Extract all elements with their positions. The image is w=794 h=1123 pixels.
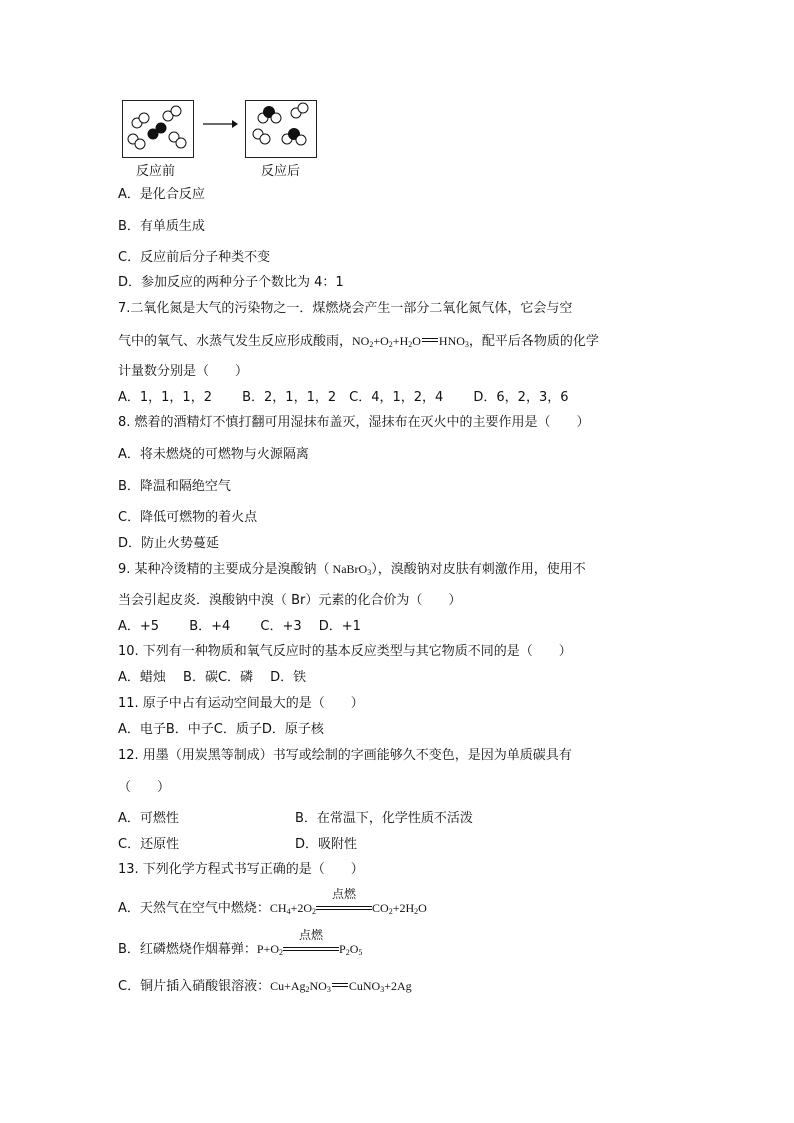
after-caption: 反应后 — [261, 164, 301, 179]
q9-stem-line2: 当会引起皮炎．溴酸钠中溴（ Br）元素的化合价为（ ） — [118, 593, 462, 608]
q6-option-b: B．有单质生成 — [118, 219, 205, 234]
q13-option-c-label: C．铜片插入硝酸银溶液： — [118, 979, 271, 994]
q8-option-c: C．降低可燃物的着火点 — [118, 510, 258, 525]
q13-option-c-equation: $Cu+Ag_2NO_3$ CuNO$_3$+2Ag — [270, 979, 412, 994]
before-reaction-box — [122, 100, 194, 158]
q7-stem-line2 — [118, 332, 599, 351]
q12-option-d: D．吸附性 — [295, 837, 358, 852]
q6-option-c: C．反应前后分子种类不变 — [118, 250, 271, 265]
q9-formula: NaBrO$_3$ — [329, 562, 372, 577]
q9-options: A．+5 B．+4 C．+3 D．+1 — [118, 619, 361, 634]
q13-option-b — [118, 928, 363, 959]
q12-stem-line2: （ ） — [118, 780, 171, 795]
q7-stem-line2-prefix: 气中的氧气、水蒸气发生反应形成酸雨， — [118, 334, 353, 349]
condition-ignite: 点燃 — [316, 899, 372, 915]
q7-options: A．1，1，1，2 B．2，1，1，2 C．4，1，2，4 D．6，2，3，6 — [118, 390, 569, 405]
q12-stem-line1: 12. 用墨（用炭黑等制成）书写或绘制的字画能够久不变色，是因为单质碳具有 — [118, 748, 572, 763]
before-caption: 反应前 — [136, 164, 176, 179]
q6-option-a: A．是化合反应 — [118, 187, 205, 202]
q13-option-a — [118, 887, 427, 918]
q11-options: A．电子B．中子C．质子D．原子核 — [118, 722, 324, 737]
after-reaction-box — [245, 100, 317, 158]
q13-option-a-equation: $CH_4+2O_2$ 点燃 $CO_2+2H_2O$ — [269, 887, 427, 916]
q7-stem-line2-suffix: ，配平后各物质的化学 — [468, 334, 599, 349]
q9-stem-line1 — [118, 560, 586, 579]
q13-option-b-equation: $P+O_2$ 点燃 $P_2O_5$ — [256, 928, 363, 957]
q7-equation: $NO_2+O_2+H_2O$ $HNO_3$ — [352, 334, 469, 349]
q13-option-c — [118, 977, 412, 996]
q13-option-a-label: A．天然气在空气中燃烧： — [118, 901, 270, 916]
q8-stem: 8. 燃着的酒精灯不慎打翻可用湿抹布盖灭，湿抹布在灭火中的主要作用是（ ） — [118, 415, 590, 430]
q8-option-d: D．防止火势蔓延 — [118, 536, 220, 551]
reaction-arrow-icon — [202, 118, 238, 130]
q10-stem: 10. 下列有一种物质和氧气反应时的基本反应类型与其它物质不同的是（ ） — [118, 644, 572, 659]
q8-option-b: B．降温和隔绝空气 — [118, 479, 231, 494]
q12-option-a: A．可燃性 — [118, 811, 179, 826]
q13-option-b-label: B．红磷燃烧作烟幕弹： — [118, 942, 257, 957]
q12-option-c: C．还原性 — [118, 837, 180, 852]
q6-option-d: D．参加反应的两种分子个数比为 4：1 — [118, 275, 344, 290]
q7-stem-line3: 计量数分别是（ ） — [118, 364, 249, 379]
before-molecules-diagram — [123, 101, 193, 157]
q8-option-a: A．将未燃烧的可燃物与火源隔离 — [118, 447, 309, 462]
q12-option-b: B．在常温下，化学性质不活泼 — [295, 811, 473, 826]
q11-stem: 11. 原子中占有运动空间最大的是（ ） — [118, 696, 364, 711]
condition-ignite: 点燃 — [283, 940, 339, 956]
q7-stem-line1: 7.二氧化氮是大气的污染物之一．煤燃烧会产生一部分二氧化氮气体，它会与空 — [118, 301, 573, 316]
q13-stem: 13. 下列化学方程式书写正确的是（ ） — [118, 862, 364, 877]
q9-stem-prefix: 9. 某种冷烫精的主要成分是溴酸钠（ — [118, 562, 330, 577]
q10-options: A．蜡烛 B．碳C．磷 D．铁 — [118, 670, 307, 685]
after-molecules-diagram — [246, 101, 316, 157]
q9-stem-suffix: ），溴酸钠对皮肤有刺激作用，使用不 — [371, 562, 586, 577]
